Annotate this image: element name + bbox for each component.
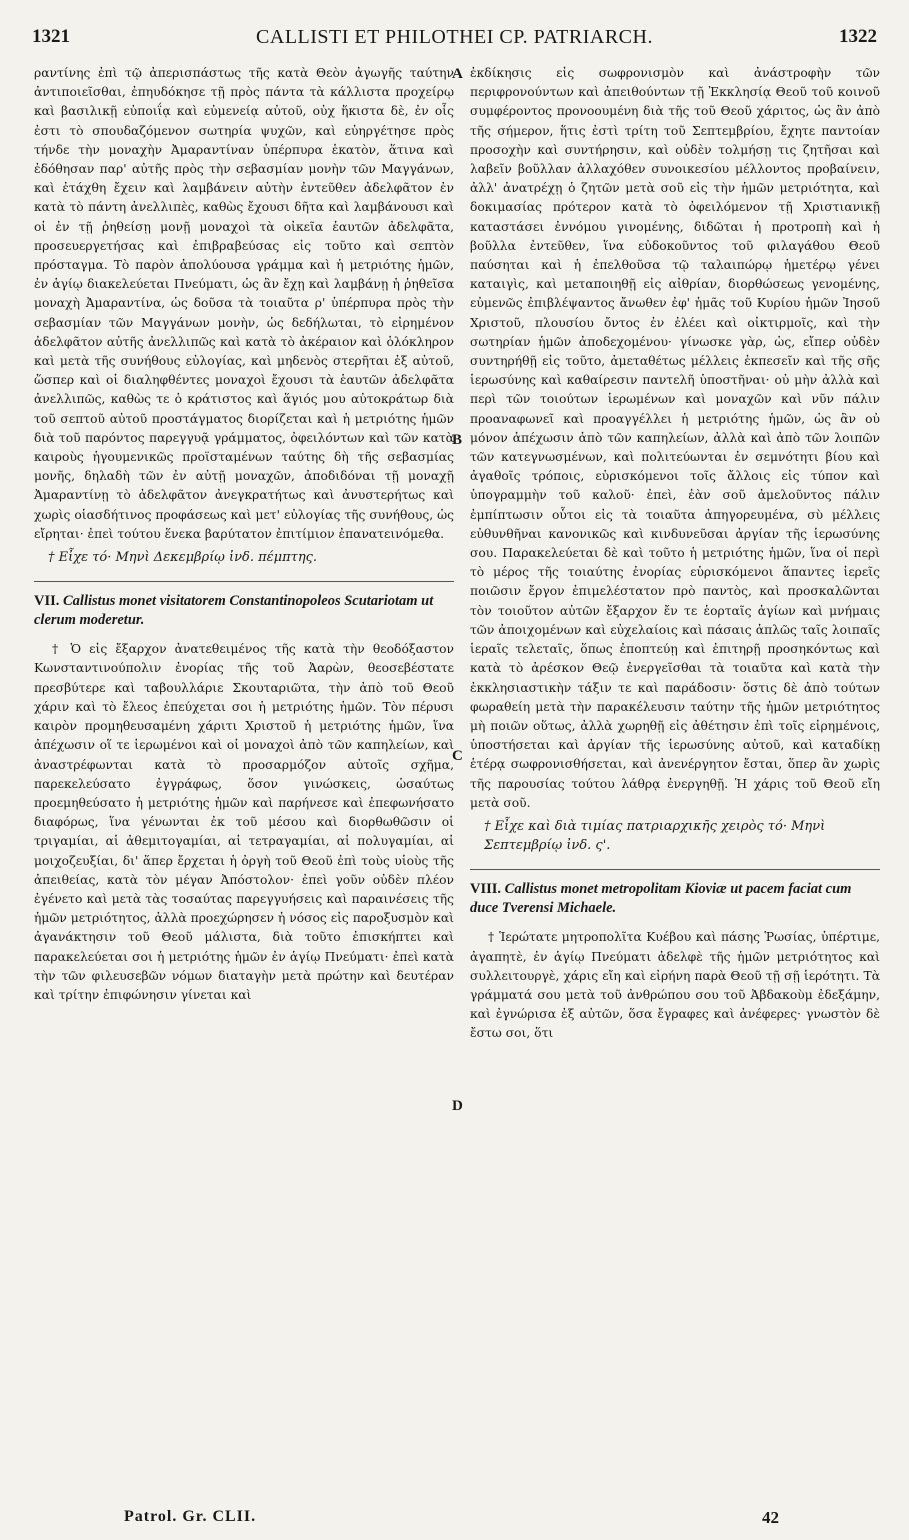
section-divider	[34, 581, 454, 582]
section-divider	[470, 869, 880, 870]
page-number-left: 1321	[32, 26, 70, 47]
footer-series: Patrol. Gr. CLII.	[124, 1508, 257, 1525]
right-paragraph-2: † Ἱερώτατε μητροπολῖτα Κυέβου καὶ πάσης Ῥωσίας, ὑπέρτιμε, ἀγαπητὲ, ἐν ἁγίῳ Πνεύματι ἀδελφὲ τῆς ἡμῶν μετριότητος καὶ συλλειτουργὲ, χάρις εἴη καὶ εἰρήνη παρὰ Θεοῦ τῇ σῇ ἱερότητι. Τὰ γράμματά σου μετὰ τοῦ ἀνθρώπου σου τοῦ Ἀβδακοὺμ ἐδεξάμην, καὶ ἐγνώρισα ἐξ αὐτῶν, ὅσα ἔγραφες καὶ ἀνέφερες· γνωστὸν δὲ ἔστω σοι, ὅτι	[470, 930, 880, 1041]
section-heading-7	[34, 592, 454, 630]
margin-letter-d: D	[452, 1098, 463, 1114]
section-heading-8	[470, 880, 880, 918]
left-column	[34, 64, 454, 1005]
right-paragraph-1: ἐκδίκησις εἰς σωφρονισμὸν καὶ ἀνάστροφὴν τῶν περιφρονούντων καὶ ἀπειθούντων τῇ Ἐκκλησίᾳ Θεοῦ τοῦ κοινοῦ συμφέροντος προνοουμένη διὰ τῆς τοῦ Θεοῦ χάριτος, ὡς ἂν ἀπὸ τῆς σήμερον, ἥτις ἐστὶ τρίτη τοῦ Σεπτεμβρίου, ἔχητε παντοίαν προσοχὴν καὶ συντήρησιν, καὶ οὐδὲν τολμήσῃ τις ζητῆσαι καὶ λαβεῖν βοῦλλαν ἀλλαχόθεν συνοικεσίου μέλλοντος προβαίνειν, ἀλλ' ἀνατρέχῃ ὁ ζητῶν μετὰ σοῦ εἰς τὴν ἡμῶν μετριότητα, καὶ δοκιμασίας πρότερον κατὰ τὸ ὀφειλόμενον τῇ Χριστιανικῇ καταστάσει ἐννόμου γινομένης, διδῶται ἡ προτροπὴ καὶ ἡ βοῦλλα ἐντεῦθεν, ἵνα εὐδοκοῦντος τοῦ φιλαγάθου Θεοῦ παύσηται καὶ ἡ ἐπελθοῦσα τῷ ταλαιπώρῳ ἡμετέρῳ γένει καταιγὶς, καὶ μεταποιηθῇ εἰς αἰθρίαν, διορθώσεως γενομένης, εὐμενῶς ἐπιβλέψαντος ἄνωθεν ἐφ' ἡμᾶς τοῦ Κυρίου ἡμῶν Ἰησοῦ Χριστοῦ, πλουσίου ὄντος ἐν ἐλέει καὶ οἰκτιρμοῖς, καὶ τὴν σωτηρίαν ἡμῶν ἀποδεχομένου· γίνωσκε γὰρ, ὡς, εἴπερ οὐδὲν συντηρήθῇ εἰς τοῦτο, ἀμεταθέτως μέλλεις ἐκπεσεῖν καὶ τῆς σῆς ἱερωσύνης καὶ καθαίρεσιν παντελῆ ὑποστῆναι· οὐ μὴν ἀλλὰ καὶ περὶ τῶν τοιούτων ἱερωμένων καὶ μοναχῶν καὶ νῦν πάλιν προαναφωνεῖ καὶ προαγγέλλει ἡ μετριότης ἡμῶν, ὡς ἂν οὐ μόνον ἀπέχωσιν ἀπὸ τῶν καπηλείων, ἀλλὰ καὶ ἀπὸ τῶν λοιπῶν τῶν κατεγνωσμένων, καὶ πολιτεύωνται ἐν σεμνότητι βίου καὶ ἀγαθοῖς τρόποις, εὑρισκόμενοι τοῖς ἄλλοις εἰς τύπον καὶ ὑπογραμμὴν τοῦ καλοῦ· ἐπεὶ, ἐὰν σοῦ ἀμελοῦντος πάλιν ἐμπίπτωσιν οὗτοι εἰς τὰ τοιαῦτα ἀπηγορευμένα, σὺ μέλλεις εὐθυνθῆναι κανονικῶς καὶ κινδυνεῦσαι ἀργίαν τῆς ἱερωσύνης σου. Παρακελεύεται δὲ καὶ τοῦτο ἡ μετριότης ἡμῶν, ἵνα οἱ περὶ τὸ μέρος τῆς τοιαύτης ἐνορίας εὑρισκόμενοι ἅπαντες ἱερεῖς ποιῶσιν ἔργον ἐπιμελέστατον πρὸ παντὸς, καὶ προσκαλῶνται τὸν τοιοῦτον αὐτῶν ἔξαρχον ἔν τε ἑορταῖς ἁγίων καὶ μνήμαις τῶν ἀποιχομένων καὶ εὐχελαίοις καὶ πάσαις ἁπλῶς ταῖς λοιπαῖς ἱεραῖς τελεταῖς, ὅπως ἐποπτεύῃ καὶ ἐπιτηρῇ προσηκόντως καὶ κατὰ τὸ ἀρέσκον Θεῷ ἐνεργεῖσθαι τὰ τοιαῦτα καὶ κατὰ τὴν ἐκκλησιαστικὴν τάξιν τε καὶ παράδοσιν· ὅστις δὲ ἀπὸ τούτων φωραθείη μετὰ τὴν παρακέλευσιν ταύτην τῆς ἡμῶν μετριότητος μὴ ποιῶν οὕτως, ἀλλὰ χωρηθῇ εἰς ἀθέτησιν ἐπὶ τοῖς εἰρημένοις, ὑποστήσεται καὶ ἀργίαν τῆς ἱερωσύνης αὐτοῦ, καὶ καταδίκῃ ἑτέρᾳ σωφρονισθήσεται, καὶ ἀνενέργητον ἔσται, ὅπερ ἂν χωρὶς τῆς παρουσίας τούτου λάθρᾳ ἐνεργηθῇ. Ἡ χάρις τοῦ Θεοῦ εἴη μετὰ σοῦ.	[470, 66, 880, 810]
left-paragraph-2: † Ὁ εἰς ἔξαρχον ἀνατεθειμένος τῆς κατὰ τὴν θεοδόξαστον Κωνσταντινούπολιν ἐνορίας τῆς τοῦ Ἀαρὼν, θεοσεβέστατε πρεσβύτερε καὶ ταβουλλάριε Σκουταριῶτα, τὴν ἀπὸ τοῦ Θεοῦ χάριν καὶ τὸ ἔλεος ἐπεύχεται σοι ἡ μετριότης ἡμῶν. Τὸν πέρυσι καιρὸν προμηθευσαμένη χάριτι Χριστοῦ ἡ μετριότης ἡμῶν, ἵνα ἀπέχωσιν οἵ τε ἱερωμένοι καὶ οἱ μοναχοὶ ἀπὸ τῶν καπηλείων, καὶ ἀναστρέφωνται κατὰ τὸ προσαρμόζον αὐτοῖς σχῆμα, παρεκελεύσατο ἐγγράφως, ὅσον γινώσκεις, ὡσαύτως προεμηθεύσατο ἡ μετριότης ἡμῶν καὶ παρήνεσε καὶ ἐπεφωνήσατο διαφόρως, ἵνα γένωνται ἐκ τοῦ μέσου καὶ διορθωθῶσιν οἱ τριγαμίαι, αἱ ἀθεμιτογαμίαι, αἱ τετραγαμίαι, αἱ πολυγαμίαι, αἱ μοιχοζευξίαι, δι' ἅπερ ἔρχεται ἡ ὀργὴ τοῦ Θεοῦ ἐπὶ τοὺς υἱοὺς τῆς ἀπειθείας, κατὰ τὸν μέγαν Ἀπόστολον· ἐπεὶ γοῦν οὐδὲν πλέον ἐγένετο καὶ μετὰ τὰς τοσαύτας παρεγγυήσεις καὶ παραινέσεις τῆς ἡμῶν μετριότητος, ἀλλὰ προεχώρησεν ἡ νόσος εἰς παροξυσμὸν καὶ ἀγανάκτησιν τοῦ Θεοῦ μάλιστα, διὰ τοῦτο ἐπισκήπτει καὶ παρακελεύεται σοι ἡ μετριότης ἡμῶν ἐν ἁγίῳ Πνεύματι· ἐπεὶ κατὰ τὴν τῶν φιλευσεβῶν νόμων διαταγὴν μετὰ πρώτην καὶ δευτέραν καὶ τρίτην ἐπιφώνησιν γίνεται καὶ	[34, 642, 454, 1002]
section-number-7: VII.	[34, 593, 60, 610]
margin-letter-b: B	[452, 432, 463, 448]
running-title: CALLISTI ET PHILOTHEI CP. PATRIARCH.	[256, 26, 653, 48]
date-line-1: † Εἶχε τό· Μηνὶ Δεκεμβρίῳ ἰνδ. πέμπτης.	[48, 550, 318, 566]
margin-letter-c: C	[452, 748, 463, 764]
margin-letter-a: A	[452, 66, 463, 82]
section-title-7: Callistus monet visitatorem Constantinopoleos Scutariotam ut clerum moderetur.	[34, 593, 434, 629]
page-footer	[34, 1508, 879, 1532]
left-paragraph-1: ραντίνης ἐπὶ τῷ ἀπερισπάστως τῆς κατὰ Θεὸν ἀγωγῆς ταύτην ἀντιποιεῖσθαι, ἐπηυδόκησε τῇ πρὸς πάντα τὰ κάλλιστα προχείρῳ καὶ βασιλικῇ εὐποιΐᾳ καὶ εὐμενείᾳ αὐτοῦ, οὐχ ἥκιστα δὲ, ἐν οἷς ἐστι τὸ σπουδαζόμενον σωτηρία ψυχῶν, καὶ εὐηργέτησε πρὸς τήνδε τὴν μοναχὴν Ἀμαραντίναν ὑπέρπυρα ἑκατὸν, ἅτινα καὶ ἐδόθησαν παρ' αὐτῆς πρὸς τὴν σεβασμίαν μονὴν τῶν Μαγγάνων, καὶ ἐτάχθη ἔχειν καὶ λαμβάνειν αὐτὴν ἐντεῦθεν ἀδελφᾶτον ἐν κατὰ τὸ πάντη ἀνελλιπὲς, καθὼς ἔχουσι δῆτα καὶ λαμβάνουσι καὶ οἱ ἐν τῇ ῥηθείσῃ μονῇ μοναχοὶ τὰ οἰκεῖα ἑαυτῶν ἀδελφᾶτα, προσευεργετήσας καὶ ἐπιβραβεύσας εἰς τοῦτο καὶ σεπτὸν πρόσταγμα. Τὸ παρὸν ἀπολύουσα γράμμα καὶ ἡ μετριότης ἡμῶν, ἐν ἁγίῳ διακελεύεται Πνεύματι, ὡς ἂν ἔχῃ καὶ λαμβάνῃ ἡ ῥηθεῖσα μοναχὴ Ἀμαραντίνα, ὡς δοῦσα τὰ τοιαῦτα ρ' ὑπέρπυρα πρὸς τὴν σεβασμίαν τῶν Μαγγάνων μονὴν, ὡς δεδήλωται, τὸ εἰρημένον ἀδελφᾶτον αὐτῆς ἀνελλιπῶς καὶ κατὰ τὸ ἀκέραιον καὶ ὁλόκληρον καὶ μετὰ τῆς συνήθους εὐλογίας, καὶ μηδενὸς στερῆται ἐξ αὐτοῦ, ὥσπερ καὶ οἱ διαληφθέντες μοναχοὶ ἔχουσι τὰ ἑαυτῶν ἀδελφᾶτα ἀνελλιπῶς, καθὼς τε ὁ κράτιστος καὶ ἅγιός μου αὐτοκράτωρ διὰ τοῦ σεπτοῦ αὐτοῦ προστάγματος διορίζεται καὶ ἡ μετριότης ἡμῶν διὰ τοῦ παρόντος παρεγγυᾷ γράμματος, ὀφειλόντων καὶ τῶν κατὰ καιροὺς ἡγουμενικῶς προϊσταμένων ταύτης δὴ τῆς σεβασμίας μονῆς, δηλαδὴ τῶν ἐν αὐτῇ μοναχῶν, ἀποδιδόναι τῇ μοναχῇ Ἀμαραντίνῃ τὸ ἀδελφᾶτον ἀνεγκρατήτως καὶ ἀνυστερήτως καὶ χωρὶς οἱασδήτινος προφάσεως καὶ μετ' εὐλογίας τῆς συνήθους, ὡς εἴρηται· ἐπεὶ τούτου ἕνεκα βαρύτατον ἐπιτίμιον ἐπανατεινόμεθα.	[34, 66, 454, 541]
section-title-8: Callistus monet metropolitam Kioviæ ut pacem faciat cum duce Tverensi Michaele.	[470, 881, 852, 917]
date-line-2: † Εἶχε καὶ διὰ τιμίας πατριαρχικῆς χειρὸς τό· Μηνὶ Σεπτεμβρίῳ ἰνδ. ς'.	[484, 818, 826, 854]
page-header	[30, 26, 879, 58]
page-number-right: 1322	[839, 26, 877, 47]
footer-signature: 42	[762, 1508, 779, 1527]
right-column	[470, 64, 880, 1044]
section-number-8: VIII.	[470, 881, 502, 898]
